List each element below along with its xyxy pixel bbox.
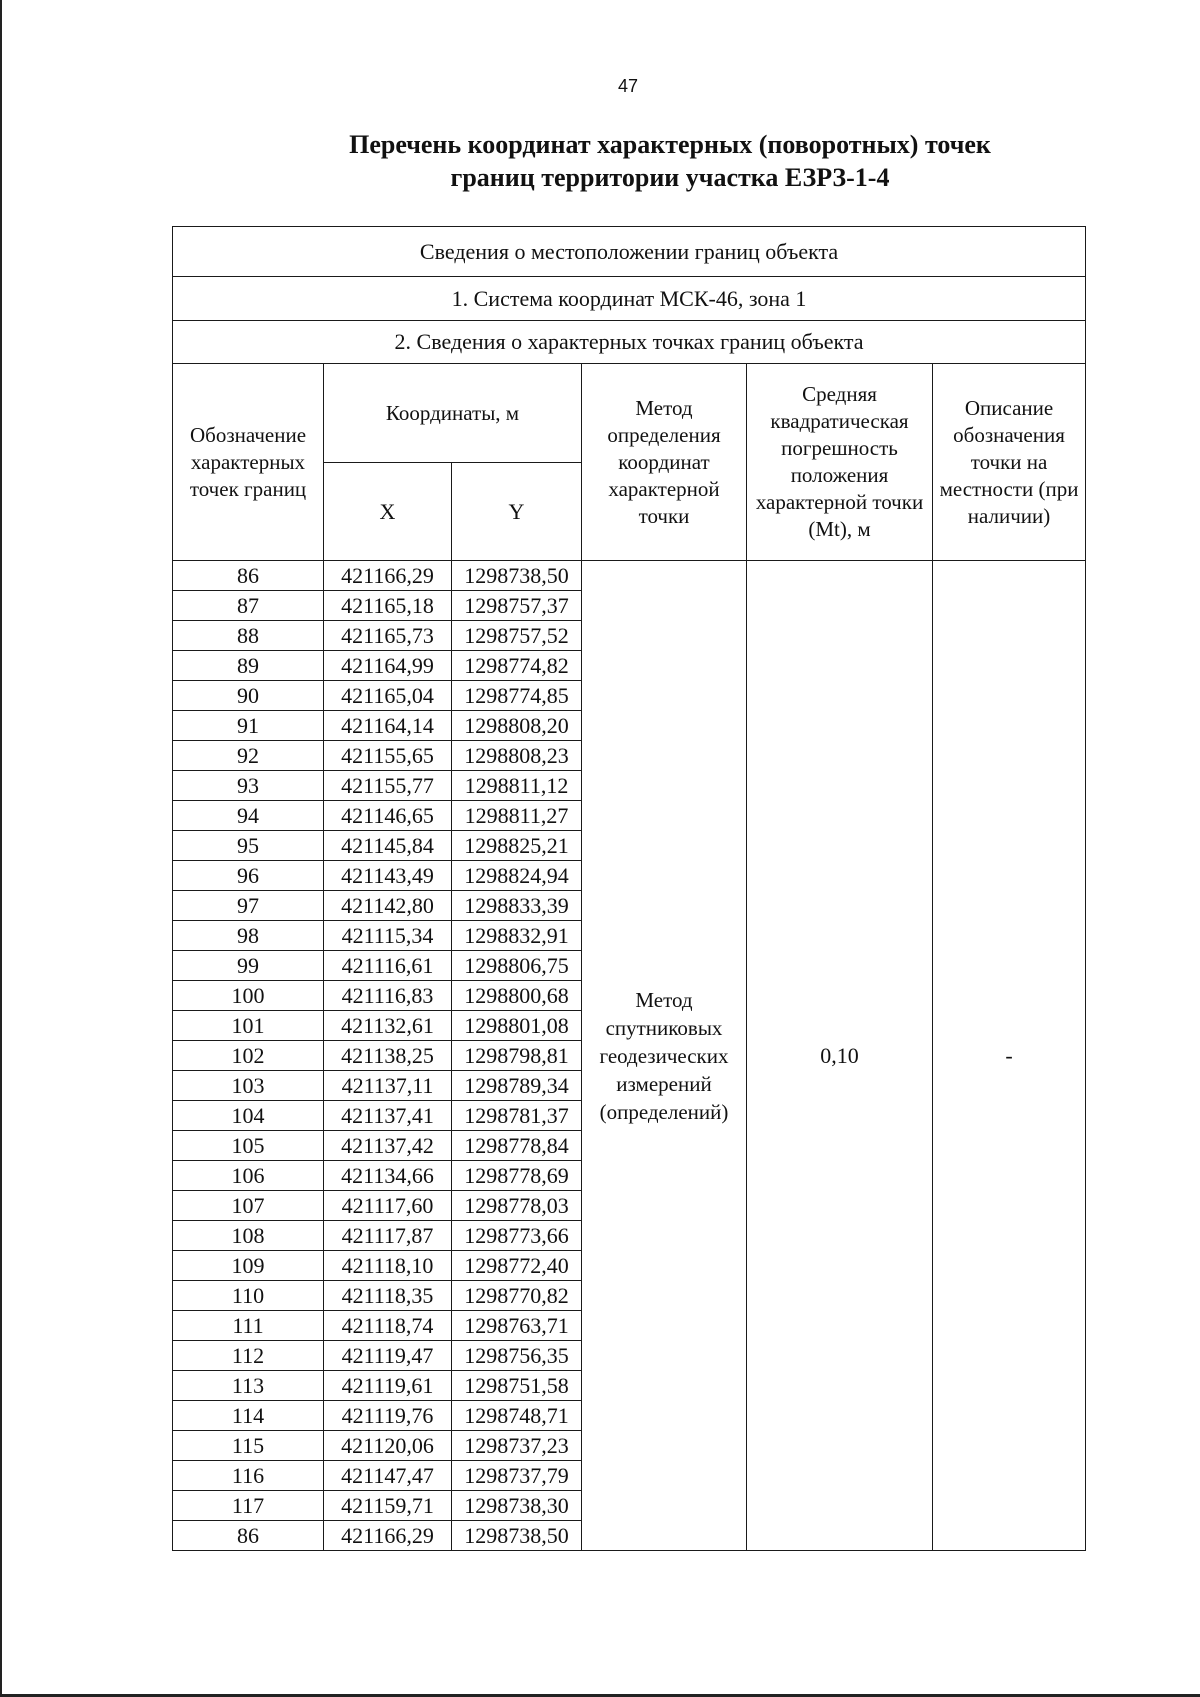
point-id-cell: 104 bbox=[173, 1101, 324, 1131]
point-id-cell: 110 bbox=[173, 1281, 324, 1311]
coordinate-x-cell: 421165,04 bbox=[324, 681, 452, 711]
coordinate-x-cell: 421118,10 bbox=[324, 1251, 452, 1281]
point-id-cell: 92 bbox=[173, 741, 324, 771]
coordinate-y-cell: 1298798,81 bbox=[452, 1041, 582, 1071]
column-header-point: Обозначение характерных точек границ bbox=[173, 364, 324, 561]
coordinate-y-cell: 1298778,03 bbox=[452, 1191, 582, 1221]
coordinate-x-cell: 421115,34 bbox=[324, 921, 452, 951]
column-header-method: Метод определения координат характерной точки bbox=[582, 364, 747, 561]
coordinate-y-cell: 1298778,84 bbox=[452, 1131, 582, 1161]
coordinate-y-cell: 1298738,50 bbox=[452, 561, 582, 591]
coordinate-x-cell: 421147,47 bbox=[324, 1461, 452, 1491]
point-id-cell: 88 bbox=[173, 621, 324, 651]
document-title-line-1: Перечень координат характерных (поворотных) точек bbox=[349, 130, 991, 159]
point-id-cell: 102 bbox=[173, 1041, 324, 1071]
coordinate-y-cell: 1298811,27 bbox=[452, 801, 582, 831]
coordinate-y-cell: 1298738,30 bbox=[452, 1491, 582, 1521]
column-header-x: X bbox=[324, 463, 452, 561]
document-title bbox=[280, 128, 1060, 194]
coordinate-x-cell: 421138,25 bbox=[324, 1041, 452, 1071]
point-id-cell: 89 bbox=[173, 651, 324, 681]
point-id-cell: 116 bbox=[173, 1461, 324, 1491]
coordinate-y-cell: 1298756,35 bbox=[452, 1341, 582, 1371]
coordinate-x-cell: 421119,76 bbox=[324, 1401, 452, 1431]
coordinate-y-cell: 1298748,71 bbox=[452, 1401, 582, 1431]
coordinate-y-cell: 1298825,21 bbox=[452, 831, 582, 861]
coordinate-x-cell: 421166,29 bbox=[324, 561, 452, 591]
coordinate-y-cell: 1298781,37 bbox=[452, 1101, 582, 1131]
coordinate-y-cell: 1298778,69 bbox=[452, 1161, 582, 1191]
point-id-cell: 107 bbox=[173, 1191, 324, 1221]
coordinate-x-cell: 421118,74 bbox=[324, 1311, 452, 1341]
point-id-cell: 96 bbox=[173, 861, 324, 891]
column-header-description: Описание обозначения точки на местности (при наличии) bbox=[933, 364, 1086, 561]
coordinate-y-cell: 1298808,23 bbox=[452, 741, 582, 771]
point-id-cell: 100 bbox=[173, 981, 324, 1011]
point-id-cell: 99 bbox=[173, 951, 324, 981]
scan-border-left bbox=[0, 0, 2, 1697]
page-number: 47 bbox=[617, 76, 639, 96]
method-value-cell: Метод спутниковых геодезических измерений (определений) bbox=[582, 561, 747, 1551]
coordinate-y-cell: 1298833,39 bbox=[452, 891, 582, 921]
coordinate-y-cell: 1298808,20 bbox=[452, 711, 582, 741]
coordinate-y-cell: 1298832,91 bbox=[452, 921, 582, 951]
point-id-cell: 103 bbox=[173, 1071, 324, 1101]
coordinate-x-cell: 421164,99 bbox=[324, 651, 452, 681]
point-id-cell: 114 bbox=[173, 1401, 324, 1431]
coordinate-x-cell: 421143,49 bbox=[324, 861, 452, 891]
point-id-cell: 97 bbox=[173, 891, 324, 921]
point-id-cell: 86 bbox=[173, 1521, 324, 1551]
coordinate-x-cell: 421119,61 bbox=[324, 1371, 452, 1401]
coordinate-x-cell: 421155,77 bbox=[324, 771, 452, 801]
header-coordinate-system: 1. Система координат МСК-46, зона 1 bbox=[173, 277, 1086, 321]
coordinate-y-cell: 1298806,75 bbox=[452, 951, 582, 981]
coordinate-x-cell: 421119,47 bbox=[324, 1341, 452, 1371]
coordinate-y-cell: 1298770,82 bbox=[452, 1281, 582, 1311]
point-id-cell: 108 bbox=[173, 1221, 324, 1251]
coordinate-y-cell: 1298800,68 bbox=[452, 981, 582, 1011]
description-value-cell: - bbox=[933, 561, 1086, 1551]
coordinate-x-cell: 421116,83 bbox=[324, 981, 452, 1011]
coordinate-x-cell: 421137,42 bbox=[324, 1131, 452, 1161]
coordinate-x-cell: 421116,61 bbox=[324, 951, 452, 981]
coordinate-x-cell: 421166,29 bbox=[324, 1521, 452, 1551]
coordinate-y-cell: 1298757,37 bbox=[452, 591, 582, 621]
coordinate-x-cell: 421165,18 bbox=[324, 591, 452, 621]
coordinate-x-cell: 421117,87 bbox=[324, 1221, 452, 1251]
header-location-info: Сведения о местоположении границ объекта bbox=[173, 227, 1086, 277]
column-header-y: Y bbox=[452, 463, 582, 561]
coordinate-y-cell: 1298751,58 bbox=[452, 1371, 582, 1401]
coordinate-x-cell: 421165,73 bbox=[324, 621, 452, 651]
coordinate-y-cell: 1298737,79 bbox=[452, 1461, 582, 1491]
point-id-cell: 113 bbox=[173, 1371, 324, 1401]
document-title-line-2: границ территории участка ЕЗРЗ-1-4 bbox=[450, 163, 890, 192]
point-id-cell: 93 bbox=[173, 771, 324, 801]
point-id-cell: 94 bbox=[173, 801, 324, 831]
coordinate-x-cell: 421142,80 bbox=[324, 891, 452, 921]
coordinate-y-cell: 1298824,94 bbox=[452, 861, 582, 891]
coordinate-y-cell: 1298737,23 bbox=[452, 1431, 582, 1461]
coordinate-y-cell: 1298757,52 bbox=[452, 621, 582, 651]
coordinate-x-cell: 421164,14 bbox=[324, 711, 452, 741]
point-id-cell: 115 bbox=[173, 1431, 324, 1461]
coordinates-table-body bbox=[173, 227, 1086, 1551]
point-id-cell: 106 bbox=[173, 1161, 324, 1191]
coordinates-table bbox=[172, 226, 1086, 1551]
point-id-cell: 95 bbox=[173, 831, 324, 861]
point-id-cell: 112 bbox=[173, 1341, 324, 1371]
coordinate-y-cell: 1298801,08 bbox=[452, 1011, 582, 1041]
point-id-cell: 86 bbox=[173, 561, 324, 591]
coordinate-x-cell: 421120,06 bbox=[324, 1431, 452, 1461]
point-id-cell: 98 bbox=[173, 921, 324, 951]
point-id-cell: 117 bbox=[173, 1491, 324, 1521]
coordinate-y-cell: 1298738,50 bbox=[452, 1521, 582, 1551]
point-id-cell: 111 bbox=[173, 1311, 324, 1341]
point-id-cell: 91 bbox=[173, 711, 324, 741]
point-id-cell: 87 bbox=[173, 591, 324, 621]
point-id-cell: 101 bbox=[173, 1011, 324, 1041]
point-id-cell: 109 bbox=[173, 1251, 324, 1281]
table-row bbox=[173, 561, 1086, 591]
coordinate-x-cell: 421134,66 bbox=[324, 1161, 452, 1191]
point-id-cell: 90 bbox=[173, 681, 324, 711]
coordinate-x-cell: 421132,61 bbox=[324, 1011, 452, 1041]
coordinate-y-cell: 1298811,12 bbox=[452, 771, 582, 801]
coordinate-x-cell: 421155,65 bbox=[324, 741, 452, 771]
coordinate-x-cell: 421137,11 bbox=[324, 1071, 452, 1101]
coordinate-y-cell: 1298774,85 bbox=[452, 681, 582, 711]
coordinate-y-cell: 1298789,34 bbox=[452, 1071, 582, 1101]
coordinate-y-cell: 1298763,71 bbox=[452, 1311, 582, 1341]
coordinate-y-cell: 1298772,40 bbox=[452, 1251, 582, 1281]
coordinate-x-cell: 421137,41 bbox=[324, 1101, 452, 1131]
coordinate-x-cell: 421159,71 bbox=[324, 1491, 452, 1521]
coordinate-x-cell: 421145,84 bbox=[324, 831, 452, 861]
coordinate-x-cell: 421118,35 bbox=[324, 1281, 452, 1311]
column-header-coordinates: Координаты, м bbox=[324, 364, 582, 463]
coordinate-x-cell: 421146,65 bbox=[324, 801, 452, 831]
coordinate-x-cell: 421117,60 bbox=[324, 1191, 452, 1221]
header-points-info: 2. Сведения о характерных точках границ объекта bbox=[173, 321, 1086, 364]
coordinate-y-cell: 1298773,66 bbox=[452, 1221, 582, 1251]
coordinate-y-cell: 1298774,82 bbox=[452, 651, 582, 681]
column-header-accuracy: Средняя квадратическая погрешность положения характерной точки (Mt), м bbox=[747, 364, 933, 561]
accuracy-value-cell: 0,10 bbox=[747, 561, 933, 1551]
point-id-cell: 105 bbox=[173, 1131, 324, 1161]
